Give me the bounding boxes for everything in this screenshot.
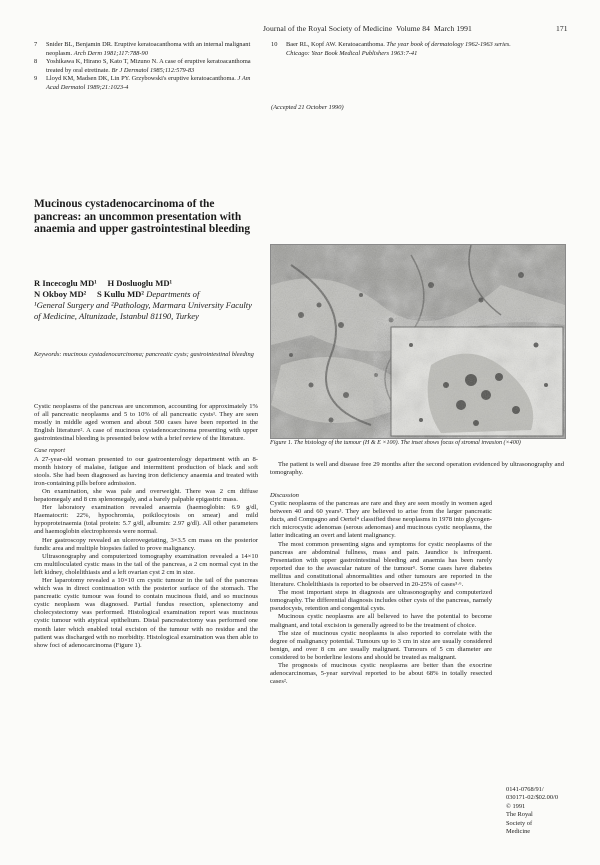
histology-figure: [270, 244, 566, 439]
discussion-paragraph: The most important steps in diagnosis are ultrasonography and computerized tomography. The differential diagnosis includes other cysts of the pancreas, namely pseudocysts, retention and congenital cysts.: [270, 589, 492, 613]
discussion-paragraph: The size of mucinous cystic neoplasms is also reported to correlate with the degree of malignancy potential. Tumours up to 3 cm in size are usually considered benign, and over 8 cm are usually malignant. Tumours of 5 cm diameter are considered to be borderline lesions and should be treated as malignant.: [270, 629, 492, 661]
journal-volume: Volume 84: [396, 24, 431, 33]
case-paragraph: Her gastroscopy revealed an ulcerovegetating, 3×3.5 cm mass on the posterior fundic area and multiple biopsies failed to prove malignancy.: [34, 536, 258, 552]
affiliation: ¹General Surgery and ²Pathology, Marmara University Faculty of Medicine, Altunizade, Istanbul 81190, Turkey: [34, 300, 252, 321]
accepted-date: (Accepted 21 October 1990): [271, 104, 344, 111]
inset-micrograph: [391, 327, 563, 436]
article-title: Mucinous cystadenocarcinoma of the pancreas: an uncommon presentation with anaemia and upper gastrointestinal bleeding: [34, 198, 251, 236]
histology-micrograph: [271, 245, 565, 438]
figure-caption: Figure 1. The histology of the tumour (H & E ×100). The inset shows focus of stromal invasion (×400): [270, 440, 521, 446]
case-paragraph: Her laboratory examination revealed anaemia (haemoglobin: 6.9 g/dl, Haematocrit: 22%, hypochromia, poikilocytosis on smear) and mild hypoproteinaemia (total protein: 5.7 g/dl, albumin: 2.97 g/dl). All other parameters and haemoglobin electrophoresis were normal.: [34, 504, 258, 536]
reference-item: 10 Baer RL, Kopf AW. Keratoacanthoma. The year book of dermatology 1962-1963 series. Chicago: Year Book Medical Publishers 1963:7-41: [271, 41, 511, 57]
reference-item: 8 Yoshikawa K, Hirano S, Kato T, Mizuno N. A case of eruptive keratoacanthoma treated by oral etretinate. Br J Dermatol 1985;112:579-83: [34, 58, 251, 74]
authors-block: [34, 278, 260, 322]
reference-item: 9 Lloyd KM, Madsen DK, Lin PY. Grzybowski's eruptive keratoacanthoma. J Am Acad Dermatol 1989;21:1023-4: [34, 75, 251, 91]
case-paragraph: A 27-year-old woman presented to our gastroenterology department with an 8-month history of malaise, fatigue and intermittent production of black and soft stools. She had been diagnosed as having iron deficiency anaemia and treated with iron-containing pills before admission.: [34, 455, 258, 487]
intro-paragraph: Cystic neoplasms of the pancreas are uncommon, accounting for approximately 1% of all pancreatic neoplasms and 5 to 10% of all pancreatic cysts¹. They are seen mostly in middle aged women and about 500 cases have been reported in the English literature². A case of mucinous cystadenocarcinoma presenting with upper gastrointestinal bleeding is presented below with a brief review of the literature.: [34, 403, 258, 443]
authors-line-1: R Incecoglu MD¹ H Dosluoglu MD¹: [34, 278, 173, 288]
references-left: [34, 41, 256, 93]
left-column: [34, 403, 258, 650]
discussion-paragraph: The most common presenting signs and symptoms for cystic neoplasms of the pancreas are abdominal fullness, mass and pain. Jaundice is infrequent. Presentation with upper gastrointestinal bleeding and anaemia has been rarely reported due to the avascular nature of the tumour⁵. Some cases have diabetes mellitus and constitutional abnormalities and other tumours are reported in the literature. Cholelithiasis is reported to be observed in 20-25% of cases³·⁶.: [270, 540, 492, 589]
followup-block: [270, 461, 564, 477]
copyright-code-block: 0141-0768/91/ 030171-02/$02.00/0 © 1991 The Royal Society of Medicine: [506, 786, 559, 836]
page-number: 171: [556, 24, 568, 33]
case-report-heading: Case report: [34, 447, 66, 455]
case-paragraph: On examination, she was pale and overweight. There was 2 cm diffuse hepatomegaly and 8 cm splenomegaly, and a barely palpable epigastric mass.: [34, 487, 258, 504]
journal-name: Journal of the Royal Society of Medicine: [263, 24, 393, 33]
journal-date: March 1991: [434, 24, 472, 33]
discussion-heading: Discussion: [270, 492, 299, 499]
case-paragraph: Ultrasonography and computerized tomography examination revealed a 14×10 cm multiloculated cystic mass in the tail of the pancreas, a 2 cm normal cyst in the left kidney, cholelithiasis and a left ovarian cyst 2 cm in size.: [34, 552, 258, 576]
authors-line-2: N Okboy MD² S Kullu MD²: [34, 289, 144, 299]
case-paragraph: Her laparotomy revealed a 10×10 cm cystic tumour in the tail of the pancreas which was in direct continuation with the posterior surface of the stomach. The pancreatic cystic tumour was found to contain mucinous fluid, and so mucinous cystic neoplasm was diagnosed. Partial fundus resection, splenectomy and cholecystectomy was performed. Histological examination report was mucinous cystic tumour with atypical epithelium. Distal pancreatectomy was performed one month later which enabled total excision of the tumour with no residue and the patient was discharged with no morbidity. Histological examination was then able to show foci of adenocarcinoma (Figure 1).: [34, 576, 258, 649]
reference-item: 7 Snider BL, Benjamin DR. Eruptive keratoacanthoma with an internal malignant neoplasm. Arch Derm 1981;117:788-90: [34, 41, 251, 57]
followup-paragraph: The patient is well and disease free 29 months after the second operation evidenced by ultrasonography and tomography.: [270, 461, 564, 477]
discussion-paragraph: Mucinous cystic neoplasms are all believed to have the potential to become malignant, and total excision is generally agreed to be the treatment of choice.: [270, 613, 492, 629]
references-right: [271, 41, 511, 58]
discussion-paragraph: The prognosis of mucinous cystic neoplasms are better than the exocrine adenocarcinomas, 5-year survival reported to be about 68% in totally resected cases².: [270, 661, 492, 686]
discussion-paragraph: Cystic neoplasms of the pancreas are rare and they are seen mostly in women aged between 40 and 60 years³. They are believed to arise from the larger pancreatic ducts, and Compagno and Oertel⁴ classified these neoplasms in 1978 into glycogen-rich microcystic adenomas (serous adenomas) and mucinous cystic neoplasms, the latter indicating an overt and latent malignancy.: [270, 500, 492, 540]
departments-label: Departments of: [146, 289, 200, 299]
running-header: [263, 24, 472, 33]
keywords: Keywords: mucinous cystadenocarcinoma; pancreatic cysts; gastrointestinal bleeding: [34, 351, 254, 358]
right-column: [270, 492, 492, 686]
